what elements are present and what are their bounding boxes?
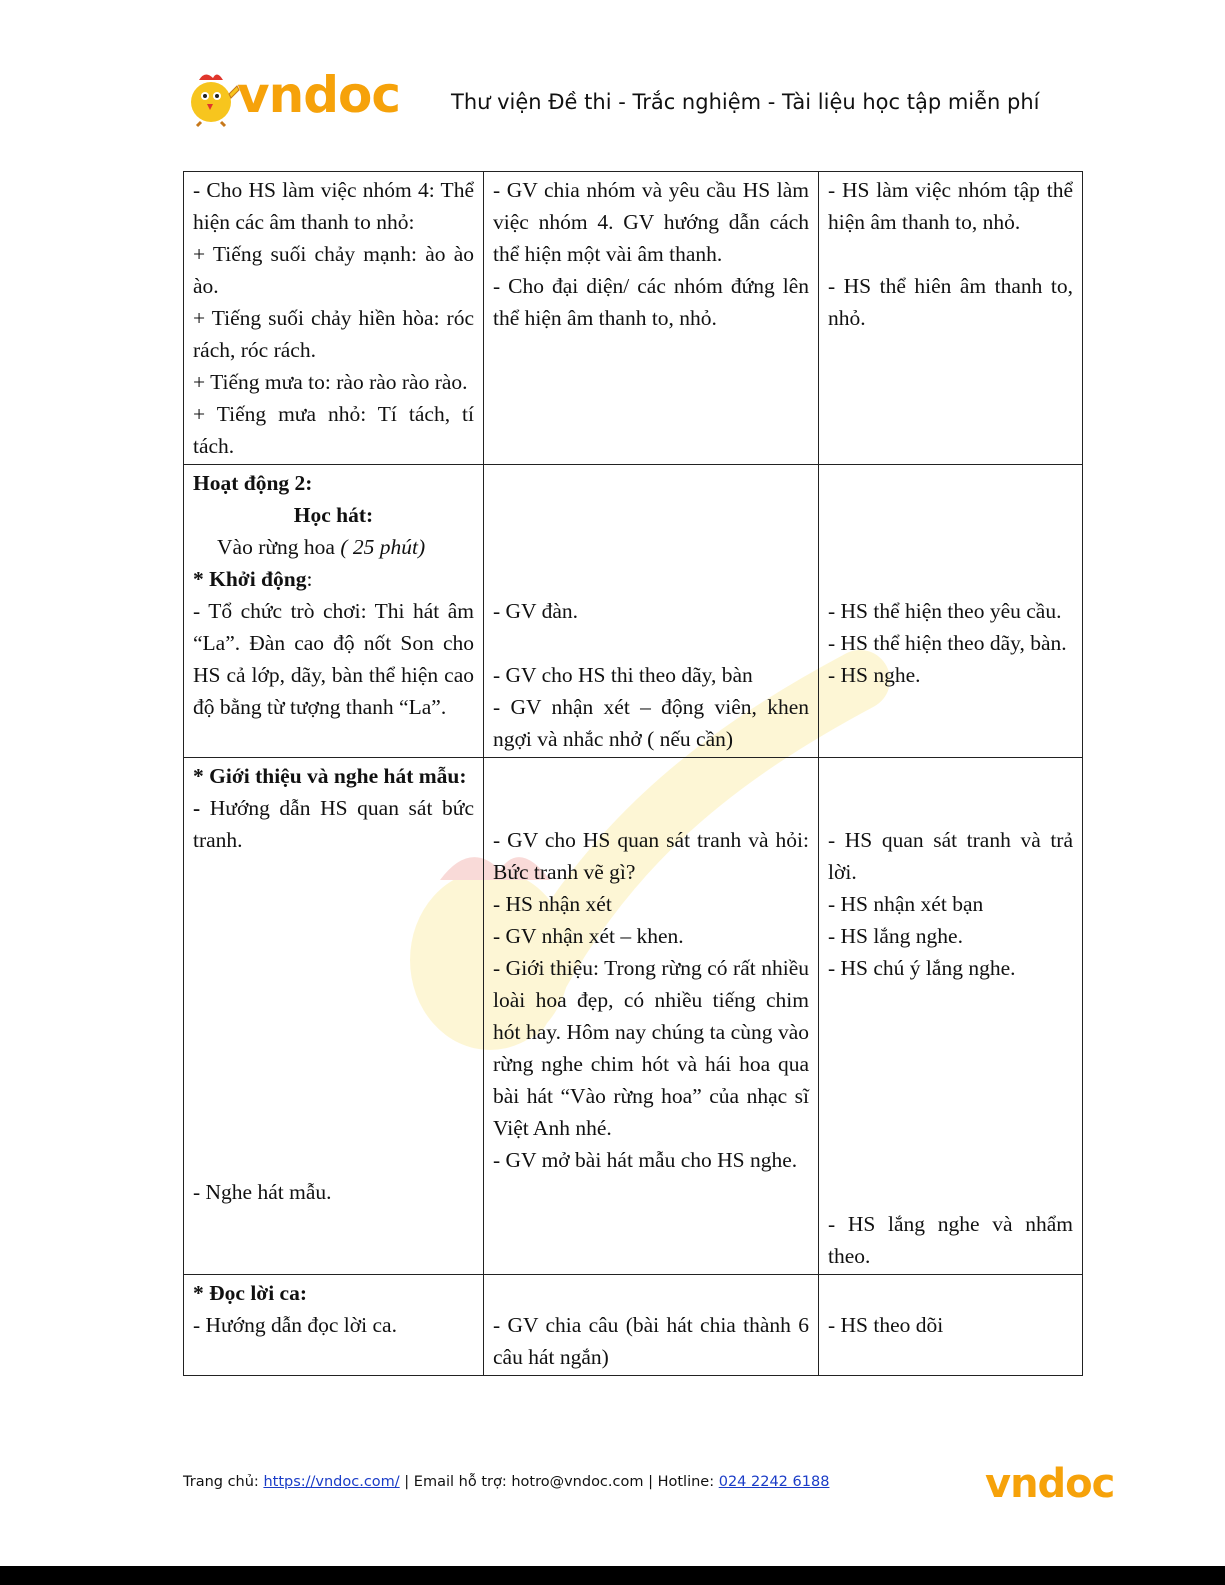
- table-text: - GV nhận xét – khen.: [493, 924, 684, 948]
- table-text: + Tiếng suối chảy mạnh: ào ào ào.: [193, 242, 474, 298]
- table-text: - Cho HS làm việc nhóm 4: Thể hiện các âm thanh to nhỏ:: [193, 178, 474, 234]
- student-activity-cell: [819, 758, 1083, 1275]
- table-text: - GV mở bài hát mẫu cho HS nghe.: [493, 1148, 798, 1172]
- table-text: - HS lắng nghe.: [828, 924, 963, 948]
- page-footer: [183, 1474, 829, 1490]
- table-text: - HS thể hiện theo dãy, bàn.: [828, 631, 1067, 655]
- table-text: - Cho đại diện/ các nhóm đứng lên thể hiện âm thanh to, nhỏ.: [493, 274, 809, 330]
- guide-line: [193, 792, 474, 856]
- teacher-activity-cell: [484, 758, 819, 1275]
- dash-mark: -: [193, 796, 201, 820]
- chick-mascot-icon: [185, 68, 241, 128]
- table-text: - GV cho HS thi theo dãy, bàn: [493, 663, 753, 687]
- footer-email-text: | Email hỗ trợ: hotro@vndoc.com | Hotline:: [399, 1474, 719, 1490]
- table-text: - HS chú ý lắng nghe.: [828, 956, 1016, 980]
- table-text: - HS thể hiên âm thanh to, nhỏ.: [828, 274, 1073, 330]
- table-text: - Nghe hát mẫu.: [193, 1180, 332, 1204]
- footer-logo[interactable]: vndoc: [985, 1461, 1115, 1507]
- table-text: + Tiếng mưa to: rào rào rào rào.: [193, 370, 468, 394]
- table-text: + Tiếng mưa nhỏ: Tí tách, tí tách.: [193, 402, 474, 458]
- table-text: - HS làm việc nhóm tập thể hiện âm thanh to, nhỏ.: [828, 178, 1073, 234]
- page-header: [185, 62, 1065, 142]
- student-activity-cell: [819, 172, 1083, 465]
- table-row: [184, 465, 1083, 758]
- table-text: - GV nhận xét – động viên, khen ngợi và nhắc nhở ( nếu cần): [493, 695, 809, 751]
- table-text: - Giới thiệu: Trong rừng có rất nhiều loài hoa đẹp, có nhiều tiếng chim hót hay. Hôm nay chúng ta cùng vào rừng nghe chim hót và hái hoa qua bài hát “Vào rừng hoa” của nhạc sĩ Việt Anh nhé.: [493, 956, 809, 1140]
- footer-home-label: Trang chủ:: [183, 1474, 264, 1490]
- song-line: [193, 531, 474, 563]
- teacher-activity-cell: [484, 1275, 819, 1376]
- warmup-line: [193, 563, 474, 595]
- lesson-plan-table: [183, 171, 1083, 1376]
- song-title: Vào rừng hoa: [217, 535, 335, 559]
- section-heading: * Đọc lời ca:: [193, 1281, 307, 1305]
- table-text: + Tiếng suối chảy hiền hòa: róc rách, róc rách.: [193, 306, 474, 362]
- table-text: - HS nhận xét: [493, 892, 612, 916]
- student-activity-cell: [819, 1275, 1083, 1376]
- table-text: - Tổ chức trò chơi: Thi hát âm “La”. Đàn cao độ nốt Son cho HS cả lớp, dãy, bàn thể hiện cao độ bằng từ tượng thanh “La”.: [193, 599, 474, 719]
- homepage-link[interactable]: https://vndoc.com/: [263, 1474, 400, 1490]
- table-text: - HS theo dõi: [828, 1313, 944, 1337]
- table-text: - HS quan sát tranh và trả lời.: [828, 828, 1073, 884]
- table-text: - HS lắng nghe và nhẩm theo.: [828, 1212, 1073, 1268]
- table-row: [184, 172, 1083, 465]
- table-text: - GV chia câu (bài hát chia thành 6 câu hát ngắn): [493, 1313, 809, 1369]
- activity-heading: Hoạt động 2:: [193, 471, 313, 495]
- hotline-link[interactable]: 024 2242 6188: [718, 1474, 830, 1490]
- duration-text: ( 25 phút): [340, 535, 426, 559]
- student-activity-cell: [819, 465, 1083, 758]
- section-heading: Học hát:: [293, 503, 374, 527]
- bottom-bar: [0, 1566, 1225, 1585]
- header-tagline: Thư viện Đề thi - Trắc nghiệm - Tài liệu học tập miễn phí: [451, 90, 1040, 114]
- logo-wordmark: vndoc: [237, 66, 400, 124]
- section-heading: * Giới thiệu và nghe hát mẫu:: [193, 764, 467, 788]
- table-text: - GV đàn.: [493, 599, 578, 623]
- teacher-content-cell: [184, 465, 484, 758]
- table-text: - GV chia nhóm và yêu cầu HS làm việc nhóm 4. GV hướng dẫn cách thể hiện một vài âm thanh.: [493, 178, 809, 266]
- teacher-content-cell: [184, 1275, 484, 1376]
- table-text: - HS nghe.: [828, 663, 921, 687]
- teacher-content-cell: [184, 172, 484, 465]
- table-row: [184, 1275, 1083, 1376]
- guide-text: Hướng dẫn HS quan sát bức tranh.: [193, 796, 474, 852]
- vndoc-logo[interactable]: [185, 62, 400, 132]
- teacher-content-cell: [184, 758, 484, 1275]
- table-text: - HS nhận xét bạn: [828, 892, 984, 916]
- table-text: - GV cho HS quan sát tranh và hỏi: Bức tranh vẽ gì?: [493, 828, 809, 884]
- warmup-heading: * Khởi động: [193, 567, 307, 591]
- warmup-colon: :: [306, 567, 313, 591]
- table-row: [184, 758, 1083, 1275]
- table-text: - HS thể hiện theo yêu cầu.: [828, 599, 1062, 623]
- teacher-activity-cell: [484, 465, 819, 758]
- teacher-activity-cell: [484, 172, 819, 465]
- table-text: - Hướng dẫn đọc lời ca.: [193, 1313, 397, 1337]
